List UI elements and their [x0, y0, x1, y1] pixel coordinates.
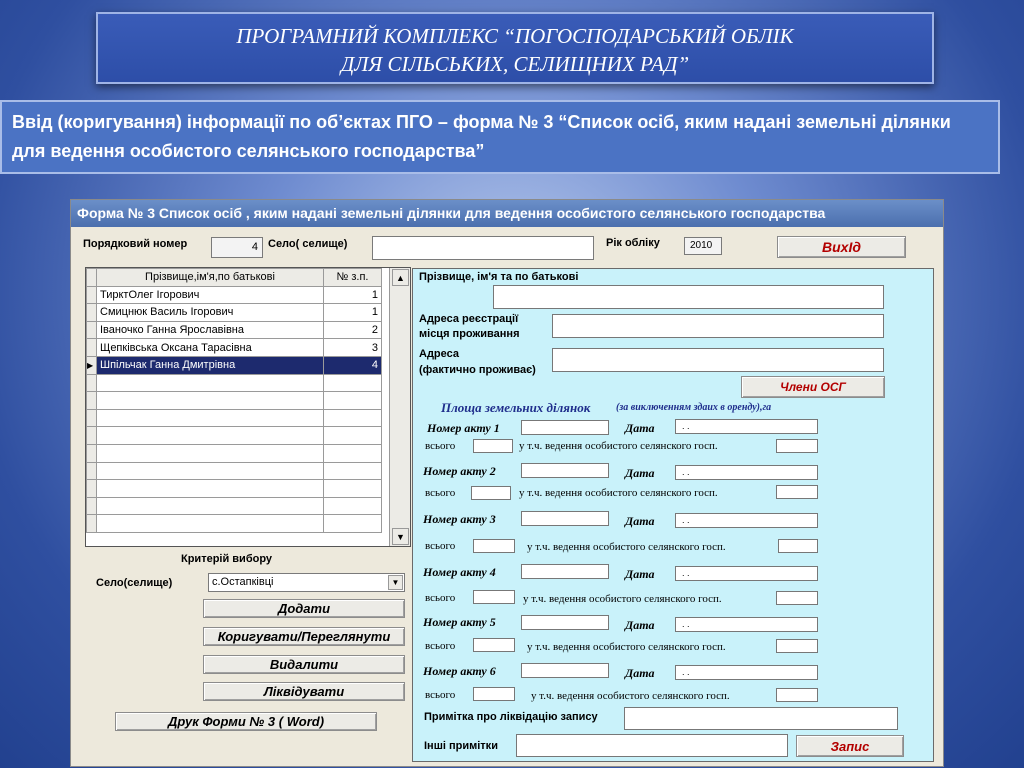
form-window [70, 199, 944, 767]
table-row[interactable] [87, 304, 382, 322]
other-notes-field[interactable] [516, 734, 788, 757]
row-number[interactable]: 4 [324, 356, 382, 374]
row-number[interactable]: 1 [324, 304, 382, 322]
row-number[interactable] [324, 427, 382, 445]
act-5-total-field[interactable] [473, 638, 515, 652]
scroll-down-icon[interactable]: ▼ [392, 528, 409, 545]
act-5-number-field[interactable] [521, 615, 609, 630]
slide-subtitle: Ввід (коригування) інформації по об’єктах ПГО – форма № 3 “Список осіб, яким надані земельні ділянки для ведення особистого селянського господарства” [0, 100, 1000, 174]
grid-header-indicator [87, 269, 97, 287]
act-5-number-label: Номер акту 5 [423, 615, 496, 629]
row-indicator [87, 497, 97, 515]
table-row-empty[interactable] [87, 444, 382, 462]
act-2-date-label: Дата [625, 466, 655, 480]
act-4-total-label: всього [425, 592, 456, 604]
criteria-village-label: Село(селище) [96, 577, 173, 589]
row-name[interactable]: Щепківська Оксана Тарасівна [97, 339, 324, 357]
table-row-selected[interactable] [87, 356, 382, 374]
act-5-date-label: Дата [625, 618, 655, 632]
act-3-total-field[interactable] [473, 539, 515, 553]
row-name[interactable] [97, 480, 324, 498]
order-number-field[interactable]: 4 [211, 237, 263, 258]
act-4-date-field[interactable]: . . [675, 566, 818, 581]
table-row-empty[interactable] [87, 392, 382, 410]
liquidate-button[interactable]: Ліквідувати [203, 682, 405, 701]
table-row-empty[interactable] [87, 427, 382, 445]
act-4-number-label: Номер акту 4 [423, 565, 496, 579]
liquidation-note-field[interactable] [624, 707, 898, 730]
act-2-total-label: всього [425, 487, 456, 499]
act-6-date-field[interactable]: . . [675, 665, 818, 680]
row-number[interactable] [324, 515, 382, 533]
grid-header-name[interactable]: Прізвище,ім'я,по батькові [97, 269, 324, 287]
table-row[interactable] [87, 321, 382, 339]
village-label: Село( селище) [268, 238, 348, 250]
act-6-incl-label: у т.ч. ведення особистого селянского госп. [531, 690, 730, 702]
act-3-incl-label: у т.ч. ведення особистого селянского госп. [527, 541, 726, 553]
row-name[interactable] [97, 427, 324, 445]
act-2-total-field[interactable] [471, 486, 511, 500]
full-name-field[interactable] [493, 285, 884, 309]
row-number[interactable] [324, 392, 382, 410]
table-row-empty[interactable] [87, 409, 382, 427]
act-6-total-label: всього [425, 689, 456, 701]
act-2-date-field[interactable]: . . [675, 465, 818, 480]
act-4-number-field[interactable] [521, 564, 609, 579]
area-note: (за виключенням здаиx в оренду),га [616, 402, 772, 413]
row-name[interactable] [97, 374, 324, 392]
act-2-incl-label: у т.ч. ведення особистого селянского госп. [519, 487, 718, 499]
row-name[interactable]: Смицнюк Василь Ігорович [97, 304, 324, 322]
grid-header-row [87, 269, 382, 287]
act-1-incl-label: у т.ч. ведення особистого селянского госп. [519, 440, 718, 452]
act-1-date-field[interactable]: . . [675, 419, 818, 434]
row-indicator [87, 392, 97, 410]
exit-button[interactable]: ВихІд [777, 236, 906, 258]
village-field[interactable] [372, 236, 594, 260]
table-row-empty[interactable] [87, 515, 382, 533]
act-6-date-label: Дата [625, 666, 655, 680]
act-1-number-field[interactable] [521, 420, 609, 435]
row-name[interactable] [97, 462, 324, 480]
row-number[interactable] [324, 497, 382, 515]
person-details-panel [412, 268, 934, 762]
row-indicator [87, 286, 97, 304]
act-5-date-field[interactable]: . . [675, 617, 818, 632]
household-members-button[interactable]: Члени ОСГ [741, 376, 885, 398]
grid-header-number[interactable]: № з.п. [324, 269, 382, 287]
act-2-number-field[interactable] [521, 463, 609, 478]
row-name[interactable] [97, 409, 324, 427]
act-1-total-field[interactable] [473, 439, 513, 453]
row-indicator [87, 515, 97, 533]
act-3-date-label: Дата [625, 514, 655, 528]
add-button[interactable]: Додати [203, 599, 405, 618]
form-window-title: Форма № 3 Список осіб , яким надані земельні ділянки для ведення особистого селянського господарства [71, 200, 943, 227]
reg-address-label-2: місця проживання [419, 328, 520, 340]
row-number[interactable] [324, 480, 382, 498]
row-indicator [87, 304, 97, 322]
row-indicator [87, 444, 97, 462]
row-number[interactable]: 2 [324, 321, 382, 339]
act-6-incl-field[interactable] [776, 688, 818, 702]
criteria-village-select[interactable] [208, 573, 405, 592]
act-3-total-label: всього [425, 540, 456, 552]
slide-title-line-1: ПРОГРАМНИЙ КОМПЛЕКС “ПОГОСПОДАРСЬКИЙ ОБЛІК [236, 24, 794, 48]
act-2-number-label: Номер акту 2 [423, 464, 496, 478]
row-number[interactable] [324, 444, 382, 462]
act-6-number-field[interactable] [521, 663, 609, 678]
table-row-empty[interactable] [87, 480, 382, 498]
act-3-number-label: Номер акту 3 [423, 512, 496, 526]
delete-button[interactable]: Видалити [203, 655, 405, 674]
row-number[interactable]: 1 [324, 286, 382, 304]
persons-grid [85, 267, 411, 547]
row-indicator [87, 480, 97, 498]
act-2-incl-field[interactable] [776, 485, 818, 499]
table-row[interactable] [87, 339, 382, 357]
scroll-up-icon[interactable]: ▲ [392, 269, 409, 286]
print-form-button[interactable]: Друк Форми № 3 ( Word) [115, 712, 377, 731]
row-name[interactable] [97, 497, 324, 515]
row-name[interactable] [97, 515, 324, 533]
reg-address-field[interactable] [552, 314, 884, 338]
current-row-marker-icon: ▶ [87, 356, 97, 374]
criteria-title: Критерій вибору [181, 553, 273, 565]
row-indicator [87, 409, 97, 427]
criteria-village-value: с.Остапківці [212, 576, 274, 588]
year-label: Рік обліку [606, 237, 660, 249]
row-indicator [87, 427, 97, 445]
act-5-incl-field[interactable] [776, 639, 818, 653]
table-row-empty[interactable] [87, 462, 382, 480]
other-notes-label: Інші примітки [424, 740, 498, 752]
row-name[interactable] [97, 444, 324, 462]
row-indicator [87, 462, 97, 480]
row-number[interactable] [324, 462, 382, 480]
act-5-incl-label: у т.ч. ведення особистого селянского госп. [527, 641, 726, 653]
row-indicator [87, 339, 97, 357]
full-name-label: Прізвище, ім'я та по батькові [419, 271, 579, 283]
save-record-button[interactable]: Запис [796, 735, 904, 757]
table-row[interactable] [87, 286, 382, 304]
row-number[interactable]: 3 [324, 339, 382, 357]
act-5-total-label: всього [425, 640, 456, 652]
row-name[interactable]: Іваночко Ганна Ярославівна [97, 321, 324, 339]
act-1-number-label: Номер акту 1 [427, 421, 500, 435]
table-row-empty[interactable] [87, 497, 382, 515]
act-6-number-label: Номер акту 6 [423, 664, 496, 678]
actual-address-label-2: (фактично проживає) [419, 364, 536, 376]
act-3-number-field[interactable] [521, 511, 609, 526]
row-name[interactable] [97, 392, 324, 410]
act-1-date-label: Дата [625, 421, 655, 435]
year-field[interactable]: 2010 [684, 237, 722, 255]
actual-address-field[interactable] [552, 348, 884, 372]
row-number[interactable] [324, 374, 382, 392]
edit-button[interactable]: Коригувати/Переглянути [203, 627, 405, 646]
act-1-incl-field[interactable] [776, 439, 818, 453]
area-heading: Площа земельних ділянок [441, 400, 591, 415]
liquidation-note-label: Примітка про ліквідацію запису [424, 711, 598, 723]
act-3-date-field[interactable]: . . [675, 513, 818, 528]
act-3-incl-field[interactable] [778, 539, 818, 553]
act-1-total-label: всього [425, 440, 456, 452]
row-indicator [87, 374, 97, 392]
order-number-label: Порядковий номер [83, 238, 188, 250]
act-4-incl-field[interactable] [776, 591, 818, 605]
slide-title-line-2: ДЛЯ СІЛЬСЬКИХ, СЕЛИЩНИХ РАД” [340, 52, 690, 76]
row-number[interactable] [324, 409, 382, 427]
slide-title [96, 12, 934, 84]
act-6-total-field[interactable] [473, 687, 515, 701]
reg-address-label: Адреса реєстрації [419, 313, 519, 325]
row-name[interactable]: ТирктОлег Ігорович [97, 286, 324, 304]
actual-address-label: Адреса [419, 348, 459, 360]
grid-scrollbar[interactable] [389, 268, 411, 547]
act-4-date-label: Дата [625, 567, 655, 581]
act-4-incl-label: у т.ч. ведення особистого селянского госп. [523, 593, 722, 605]
act-4-total-field[interactable] [473, 590, 515, 604]
row-indicator [87, 321, 97, 339]
table-row-empty[interactable] [87, 374, 382, 392]
row-name[interactable]: Шпільчак Ганна Дмитрівна [97, 356, 324, 374]
chevron-down-icon[interactable]: ▼ [388, 575, 403, 590]
